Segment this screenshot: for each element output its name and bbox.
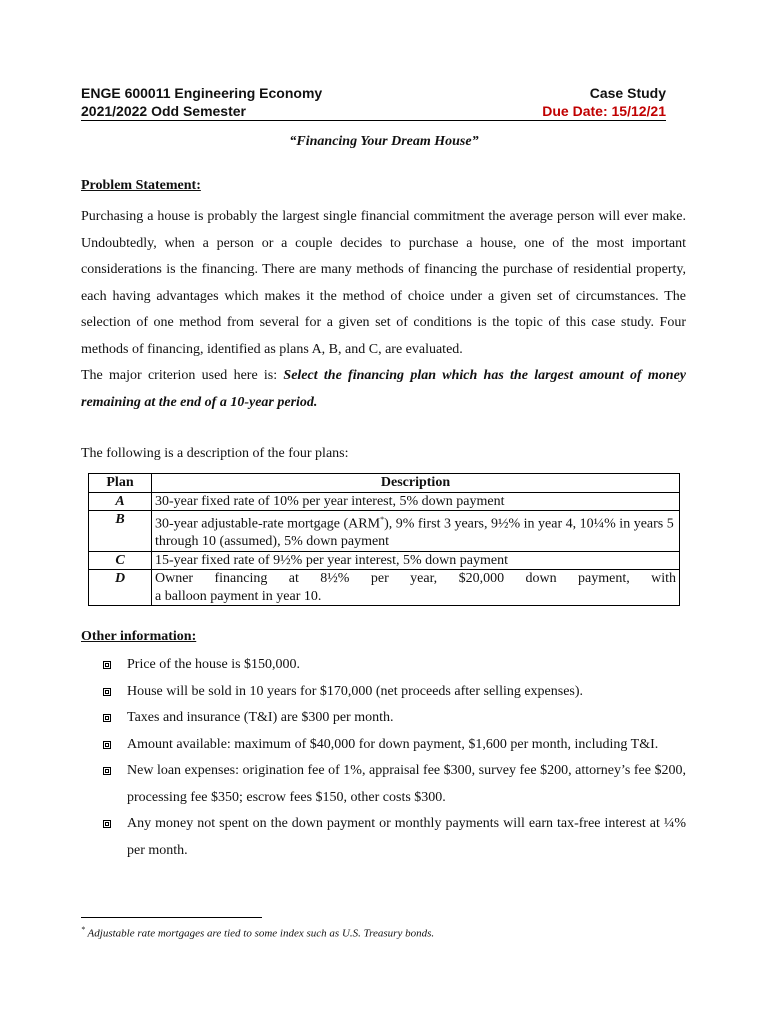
criterion [81, 363, 686, 416]
plan-id: C [89, 551, 152, 570]
list-item: Taxes and insurance (T&I) are $300 per month. [81, 705, 686, 732]
square-bullet-icon [103, 714, 111, 722]
document-header [81, 84, 666, 121]
footnote-mark: * [81, 925, 85, 934]
list-item: Amount available: maximum of $40,000 for down payment, $1,600 per month, including T&I. [81, 732, 686, 759]
plans-table [88, 473, 680, 606]
other-info-list [81, 652, 686, 864]
list-item: New loan expenses: origination fee of 1%, appraisal fee $300, survey fee $200, attorney’s fee $200, processing fee $350; escrow fees $150, other costs $300. [81, 758, 686, 811]
footnote [81, 925, 434, 940]
footnote-text: Adjustable rate mortgages are tied to some index such as U.S. Treasury bonds. [85, 927, 435, 940]
header-row-2 [81, 102, 666, 121]
table-row [89, 511, 680, 552]
problem-text: Purchasing a house is probably the largest single financial commitment the average person will ever make. Undoubtedly, when a person or a couple decides to purchase a house, one of the most important considerations is the financing. There are many methods of financing the purchase of residential property, each having advantages which makes it the method of choice under a given set of circumstances. The selection of one method from several for a given set of conditions is the topic of this case study. Four methods of financing, identified as plans A, B, and C, are evaluated. [81, 209, 686, 357]
square-bullet-icon [103, 820, 111, 828]
list-item: House will be sold in 10 years for $170,000 (net proceeds after selling expenses). [81, 679, 686, 706]
case-title: “Financing Your Dream House” [289, 134, 479, 149]
other-info-heading: Other information: [81, 629, 197, 644]
plan-description: 30-year adjustable-rate mortgage (ARM*), 9% first 3 years, 9½% in year 4, 10¼% in years 5 through 10 (assumed), 5% down payment [152, 511, 680, 552]
list-item: Any money not spent on the down payment or monthly payments will earn tax-free interest at ¼% per month. [81, 811, 686, 864]
semester: 2021/2022 Odd Semester [81, 103, 246, 119]
problem-statement [81, 204, 686, 416]
plans-intro: The following is a description of the four plans: [81, 446, 349, 461]
description-column-header: Description [152, 474, 680, 493]
table-row [89, 551, 680, 570]
plan-description: Owner financing at 8½% per year, $20,000 down payment, with a balloon payment in year 10. [152, 570, 680, 606]
table-row [89, 492, 680, 511]
square-bullet-icon [103, 767, 111, 775]
table-header-row [89, 474, 680, 493]
plan-id: D [89, 570, 152, 606]
course-title: ENGE 600011 Engineering Economy [81, 85, 323, 101]
square-bullet-icon [103, 688, 111, 696]
plan-column-header: Plan [89, 474, 152, 493]
criterion-bold: Select the financing plan which has the largest amount of money remaining at the end of a 10-year period. [81, 368, 686, 410]
due-date: Due Date: 15/12/21 [542, 103, 666, 119]
footnote-divider [81, 917, 262, 918]
plan-description: 15-year fixed rate of 9½% per year interest, 5% down payment [152, 551, 680, 570]
table-row [89, 570, 680, 606]
problem-heading: Problem Statement: [81, 178, 201, 193]
list-item: Price of the house is $150,000. [81, 652, 686, 679]
plan-id: A [89, 492, 152, 511]
footnote-ref: * [380, 515, 385, 524]
document-type: Case Study [589, 85, 666, 101]
square-bullet-icon [103, 741, 111, 749]
plan-description: 30-year fixed rate of 10% per year interest, 5% down payment [152, 492, 680, 511]
header-row-1 [81, 84, 666, 102]
square-bullet-icon [103, 661, 111, 669]
criterion-lead: The major criterion used here is: [81, 368, 284, 383]
plan-id: B [89, 511, 152, 552]
